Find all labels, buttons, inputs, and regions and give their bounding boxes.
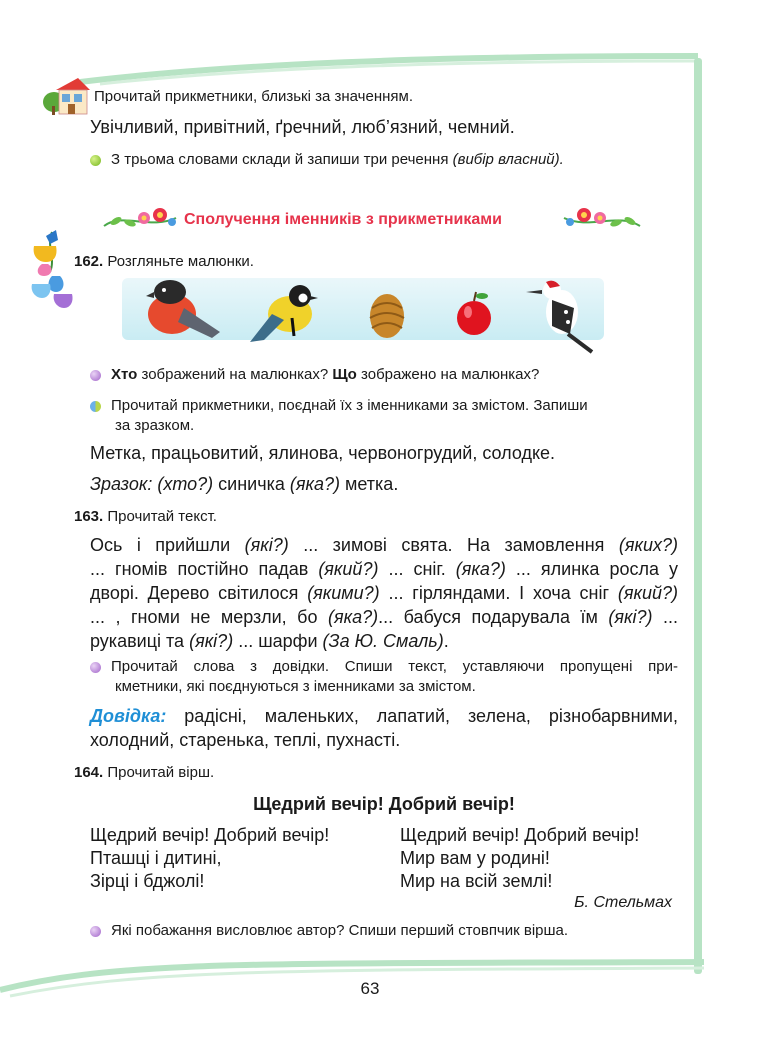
exercise-162-task bbox=[90, 396, 678, 436]
poem-column-1 bbox=[90, 824, 329, 893]
exercise-162-question bbox=[90, 366, 539, 383]
bullet-purple-icon bbox=[90, 926, 101, 937]
page-frame-top bbox=[80, 52, 700, 86]
pine-cone-icon bbox=[370, 294, 404, 338]
section-title: Сполучення іменників з прикметниками bbox=[184, 211, 502, 228]
exercise-163-task-line1: Прочитай слова з довідки. Спиши текст, уставляючи пропущені при- bbox=[111, 658, 678, 675]
question-who: Хто bbox=[111, 366, 138, 383]
page-number: 63 bbox=[360, 979, 380, 998]
exercise-163-heading bbox=[74, 508, 217, 525]
poem-line: Зірці і бджолі! bbox=[90, 871, 205, 891]
exercise-162-heading bbox=[74, 253, 254, 270]
bullet-purple-icon bbox=[90, 370, 101, 381]
text-line-2: ... гномів постійно падав (який?) ... сніг. (яка?) ... ялинка росла у bbox=[90, 559, 678, 579]
poem-author: Б. Стельмах bbox=[574, 894, 672, 911]
bullet-purple-icon bbox=[90, 662, 101, 673]
exercise-164-instruction: Прочитай вірш. bbox=[107, 764, 215, 781]
poem-line: Мир вам у родині! bbox=[400, 848, 550, 868]
text-line-3: дворі. Дерево світилося (якими?) ... гірляндами. І хоча сніг (який?) bbox=[90, 583, 678, 603]
text-line-1: Ось і прийшли (які?) ... зимові свята. На замовлення (яких?) bbox=[90, 535, 678, 555]
flower-ornament-right-icon bbox=[562, 204, 642, 234]
exercise-162-task-line1: Прочитай прикметники, поєднай їх з іменниками за змістом. Запиши bbox=[111, 397, 588, 414]
poem-line: Пташці і дитині, bbox=[90, 848, 222, 868]
intro-adjectives: Увічливий, привітний, ґречний, люб’язний, чемний. bbox=[90, 117, 515, 137]
house-icon bbox=[42, 74, 92, 116]
exercise-164-heading bbox=[74, 764, 214, 781]
exercise-163-text bbox=[90, 533, 678, 653]
exercise-162-sample bbox=[90, 474, 398, 495]
intro-instruction: Прочитай прикметники, близькі за значенням. bbox=[94, 88, 413, 105]
exercise-163-instruction: Прочитай текст. bbox=[107, 508, 217, 525]
sample-label: Зразок: (хто?) bbox=[90, 474, 214, 494]
exercise-162-task-line2: за зразком. bbox=[115, 417, 195, 434]
intro-task-note: (вибір власний). bbox=[452, 151, 564, 168]
intro-task bbox=[90, 151, 564, 168]
exercise-162-instruction: Розгляньте малюнки. bbox=[107, 253, 254, 270]
exercise-163-task bbox=[90, 657, 678, 697]
poem-title: Щедрий вечір! Добрий вечір! bbox=[253, 794, 515, 814]
dovidka-label: Довідка: bbox=[90, 706, 167, 726]
exercise-164-task-text: Які побажання висловлює автор? Спиши перший стовпчик вірша. bbox=[111, 922, 569, 939]
exercise-162-number: 162. bbox=[74, 253, 104, 270]
bullet-green-icon bbox=[90, 155, 101, 166]
bells-icon bbox=[26, 228, 80, 310]
sample-noun: синичка bbox=[213, 474, 290, 494]
dovidka-line2: холодний, старенька, теплі, пухнасті. bbox=[90, 730, 401, 750]
question-end: зображено на малюнках? bbox=[356, 366, 540, 383]
exercise-162-words: Метка, працьовитий, ялинова, червоногрудий, солодке. bbox=[90, 443, 556, 463]
exercise-164-number: 164. bbox=[74, 764, 104, 781]
question-mid: зображений на малюнках? bbox=[137, 366, 333, 383]
exercise-164-task bbox=[90, 922, 568, 939]
intro-task-text: З трьома словами склади й запиши три речення bbox=[111, 151, 449, 168]
flower-ornament-left-icon bbox=[102, 204, 178, 234]
text-line-5: рукавиці та (які?) ... шарфи (За Ю. Смаль). bbox=[90, 631, 449, 651]
dovidka bbox=[90, 704, 678, 752]
question-what: Що bbox=[332, 366, 357, 383]
poem-line: Щедрий вечір! Добрий вечір! bbox=[400, 825, 640, 845]
sample-adjective: метка. bbox=[340, 474, 399, 494]
page-frame-right bbox=[694, 58, 702, 974]
exercise-163-task-line2: кметники, які поєднуються з іменниками за змістом. bbox=[115, 678, 476, 695]
poem-line: Мир на всій землі! bbox=[400, 871, 553, 891]
exercise-163-number: 163. bbox=[74, 508, 104, 525]
text-line-4: ... , гноми не мерзли, бо (яка?)... бабуся подарувала їм (які?) ... bbox=[90, 607, 678, 627]
bullet-mix-icon bbox=[90, 401, 101, 412]
sample-question: (яка?) bbox=[289, 474, 340, 494]
dovidka-line1: радісні, маленьких, лапатий, зелена, різнобарвними, bbox=[166, 706, 678, 726]
pictures-strip bbox=[122, 278, 604, 356]
poem-line: Щедрий вечір! Добрий вечір! bbox=[90, 825, 330, 845]
poem-column-2 bbox=[400, 824, 639, 893]
